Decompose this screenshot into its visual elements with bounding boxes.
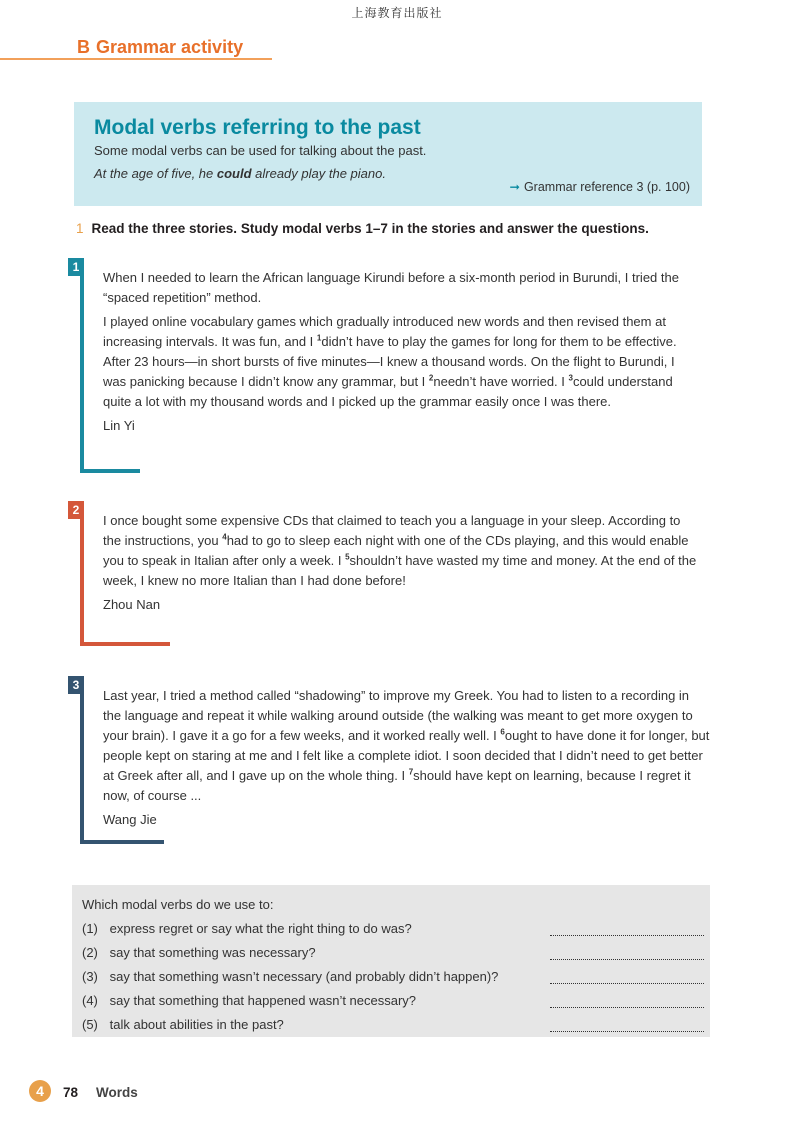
story-text: should have kept on learning, because I regret it now, of course ... [103,768,691,803]
question-text: say that something that happened wasn’t necessary? [109,993,417,1008]
story-paragraph [103,511,700,591]
answer-blank[interactable] [550,959,704,960]
story-text: didn’t have to play the games for long for them to be effective. After 23 hours—in short bursts of five minutes—I knew a thousand words. On the flight to Burundi, I was panicking because I didn’t know any grammar, but I [103,334,677,389]
question-item [82,941,710,965]
modal-number: 1 [316,333,322,343]
question-text: say that something wasn’t necessary (and probably didn’t happen)? [109,969,499,984]
story-number-badge: 2 [68,501,84,519]
story-paragraph [103,686,710,806]
question-number: (1) [82,921,98,936]
story-text: needn’t have worried. I [433,374,569,389]
unit-number-badge: 4 [29,1080,51,1102]
story-rule [80,469,140,473]
question-item [82,1013,710,1037]
modal-number: 6 [500,727,505,737]
question-text: say that something was necessary? [109,945,316,960]
grammar-focus-box [74,102,702,206]
section-letter: B [77,37,90,57]
modal-number: 7 [408,767,414,777]
questions-box [72,885,710,1037]
unit-title: Words [96,1085,138,1100]
answer-blank[interactable] [550,1007,704,1008]
example-post: already play the piano. [251,166,386,181]
focus-title: Modal verbs referring to the past [94,116,421,139]
question-text: express regret or say what the right thing to do was? [109,921,412,936]
modal-number: 5 [345,552,350,562]
story-rule [80,642,170,646]
story-number-badge: 1 [68,258,84,276]
publisher-header: 上海教育出版社 [351,6,443,20]
story-text: ought to have done it for longer, but people kept on staring at me and I felt like a complete idiot. I soon decided that I didn’t need to get better at Greek after all, and I gave up on the whole thing. I [103,728,710,783]
answer-blank[interactable] [550,935,704,936]
section-title [77,37,243,58]
story-text: Last year, I tried a method called “shadowing” to improve my Greek. You had to listen to a recording in the language and repeat it while walking around outside (the walking was meant to get more oxygen to your brain). I gave it a go for a few weeks, and it worked really well. I [103,688,693,743]
story-author: Lin Yi [103,418,135,433]
story-text: could understand quite a lot with my thousand words and I picked up the grammar easily once I was there. [103,374,673,409]
answer-blank[interactable] [550,983,704,984]
answer-blank[interactable] [550,1031,704,1032]
example-modal: could [216,166,252,181]
question-text: talk about abilities in the past? [109,1017,284,1032]
page-number: 78 [63,1085,79,1100]
story-2 [72,503,700,646]
story-text: shouldn’t have wasted my time and money. At the end of the week, I knew no more Italian than I had done before! [103,553,697,588]
focus-example [94,166,386,181]
grammar-reference-link[interactable] [509,179,690,194]
story-rule [80,840,164,844]
modal-number: 2 [428,373,434,383]
question-number: (4) [82,993,98,1008]
story-author: Zhou Nan [103,597,161,612]
exercise-instruction [76,221,649,236]
modal-number: 3 [568,373,573,383]
story-1 [72,260,680,473]
arrow-right-icon: ➞ [509,180,520,194]
question-item [82,965,710,989]
focus-description: Some modal verbs can be used for talking about the past. [94,143,427,158]
question-number: (2) [82,945,98,960]
question-number: (3) [82,969,98,984]
story-text: had to go to sleep each night with one of the CDs playing, and this would enable you to speak in Italian after only a week. I [103,533,689,568]
instruction-text: Read the three stories. Study modal verbs 1–7 in the stories and answer the questions. [91,221,649,236]
exercise-number: 1 [76,221,84,236]
story-paragraph: When I needed to learn the African language Kirundi before a six-month period in Burundi, I tried the “spaced repetition” method. [103,270,679,305]
questions-intro: Which modal verbs do we use to: [82,897,274,912]
question-item [82,917,710,941]
section-rule [0,58,272,60]
story-author: Wang Jie [103,812,157,827]
story-number-badge: 3 [68,676,84,694]
section-title-text: Grammar activity [96,37,244,57]
story-text: I once bought some expensive CDs that claimed to teach you a language in your sleep. According to the instructions, you [103,513,681,548]
modal-number: 4 [222,532,227,542]
grammar-reference-text: Grammar reference 3 (p. 100) [523,180,690,194]
question-number: (5) [82,1017,98,1032]
story-3 [72,678,710,844]
story-paragraph [103,312,680,412]
example-pre: At the age of five, he [94,166,217,181]
question-item [82,989,710,1013]
story-text: I played online vocabulary games which gradually introduced new words and then revised them at increasing intervals. It was fun, and I [103,314,666,349]
